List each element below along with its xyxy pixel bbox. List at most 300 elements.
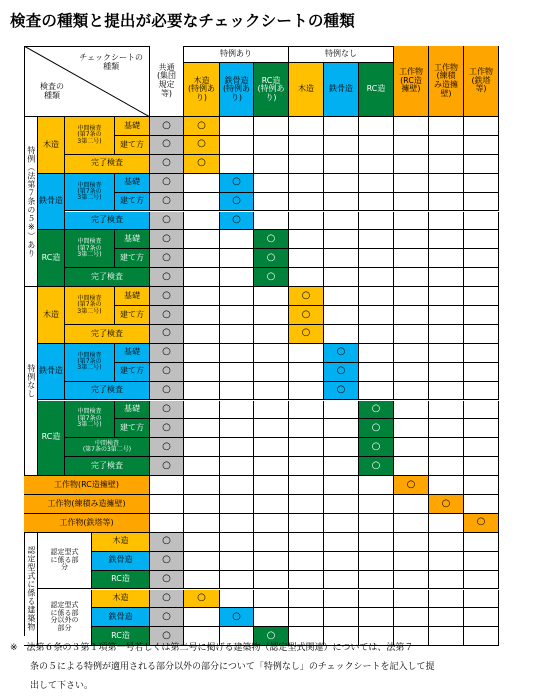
tokurei-nashi-steel-kanryo: 完了検査	[65, 382, 150, 401]
empty-cell	[184, 495, 220, 514]
empty-cell	[254, 344, 289, 363]
empty-cell	[254, 306, 289, 325]
empty-cell	[289, 212, 324, 231]
nintei-other-label: 認定型式 に係る部 分以外の 部分	[38, 590, 92, 647]
empty-cell	[184, 382, 220, 401]
common-mark: ○	[150, 401, 184, 420]
empty-cell	[429, 212, 464, 231]
common-mark: ○	[150, 212, 184, 231]
empty-cell	[324, 514, 359, 533]
corner-header-cell	[24, 46, 150, 117]
empty-cell	[429, 287, 464, 306]
empty-cell	[150, 514, 184, 533]
group-tokurei-ari: 特例（法第７条の５※）あり	[24, 117, 38, 287]
empty-cell	[464, 552, 499, 571]
empty-cell	[324, 495, 359, 514]
empty-cell	[254, 325, 289, 344]
tokurei-ari-steel-kanryo: 完了検査	[65, 212, 150, 231]
tokurei-ari-wood-tatekata: 建て方	[115, 136, 150, 155]
empty-cell	[394, 495, 429, 514]
empty-cell	[464, 533, 499, 552]
empty-cell	[394, 344, 429, 363]
tokurei-ari-wood-chukan: 中間検査 (第7条の 3第二号)	[65, 117, 115, 155]
empty-cell	[254, 155, 289, 174]
empty-cell	[184, 571, 220, 590]
empty-cell	[394, 306, 429, 325]
tokurei-ari-wood-kanryo: 完了検査	[65, 155, 150, 174]
empty-cell	[220, 476, 254, 495]
tokurei-ari-wood-label: 木造	[38, 117, 65, 174]
empty-cell	[429, 306, 464, 325]
empty-cell	[254, 608, 289, 627]
empty-cell	[184, 230, 220, 249]
empty-cell	[429, 401, 464, 420]
common-mark: ○	[150, 249, 184, 268]
tokurei-nashi-wood-tatekata: 建て方	[115, 306, 150, 325]
checksheet-mark: ○	[184, 590, 220, 609]
empty-cell	[220, 363, 254, 382]
empty-cell	[254, 117, 289, 136]
common-mark: ○	[150, 136, 184, 155]
nintei-wood-label: 木造	[92, 533, 150, 552]
empty-cell	[184, 249, 220, 268]
empty-cell	[324, 533, 359, 552]
empty-cell	[254, 571, 289, 590]
empty-cell	[324, 230, 359, 249]
tokurei-ari-steel-kiso: 基礎	[115, 174, 150, 193]
checksheet-mark: ○	[184, 136, 220, 155]
header-steel-tokurei: 鉄骨造 (特例あ り)	[220, 63, 254, 117]
empty-cell	[394, 533, 429, 552]
common-mark: ○	[150, 552, 184, 571]
empty-cell	[429, 155, 464, 174]
empty-cell	[394, 136, 429, 155]
empty-cell	[429, 325, 464, 344]
empty-cell	[359, 193, 394, 212]
common-mark: ○	[150, 608, 184, 627]
empty-cell	[254, 552, 289, 571]
tokurei-nashi-rc-label: RC造	[38, 401, 65, 477]
empty-cell	[359, 590, 394, 609]
header-tokurei-ari: 特例あり	[184, 46, 289, 63]
checksheet-mark: ○	[220, 212, 254, 231]
tokurei-nashi-wood-label: 木造	[38, 287, 65, 344]
tokurei-nashi-wood-kiso: 基礎	[115, 287, 150, 306]
empty-cell	[184, 363, 220, 382]
common-mark: ○	[150, 193, 184, 212]
common-mark: ○	[150, 155, 184, 174]
empty-cell	[464, 495, 499, 514]
empty-cell	[254, 476, 289, 495]
checksheet-mark: ○	[184, 117, 220, 136]
common-mark: ○	[150, 287, 184, 306]
common-mark: ○	[150, 627, 184, 646]
empty-cell	[324, 438, 359, 457]
empty-cell	[429, 514, 464, 533]
empty-cell	[359, 212, 394, 231]
empty-cell	[429, 590, 464, 609]
nintei-steel-label: 鉄骨造	[92, 608, 150, 627]
empty-cell	[429, 533, 464, 552]
empty-cell	[289, 344, 324, 363]
empty-cell	[324, 401, 359, 420]
empty-cell	[464, 457, 499, 476]
footnote-line-1: ※ 法第６条の３第１項第一号若しくは第二号に掲げる建築物（認定型式関連）については、法第７	[10, 643, 414, 653]
empty-cell	[429, 117, 464, 136]
tokurei-nashi-steel-chukan: 中間検査 (第7条の 3第二号)	[65, 344, 115, 382]
header-kousakubutsu-rc: 工作物 (RC造 擁壁)	[394, 46, 429, 117]
empty-cell	[464, 590, 499, 609]
empty-cell	[289, 155, 324, 174]
empty-cell	[394, 249, 429, 268]
tokurei-ari-wood-kiso: 基礎	[115, 117, 150, 136]
checksheet-mark: ○	[220, 193, 254, 212]
empty-cell	[464, 230, 499, 249]
empty-cell	[464, 136, 499, 155]
empty-cell	[184, 193, 220, 212]
empty-cell	[220, 230, 254, 249]
header-rc: RC造	[359, 63, 394, 117]
checksheet-mark: ○	[254, 230, 289, 249]
empty-cell	[220, 438, 254, 457]
empty-cell	[254, 533, 289, 552]
common-mark: ○	[150, 230, 184, 249]
empty-cell	[359, 230, 394, 249]
empty-cell	[289, 514, 324, 533]
header-rc-tokurei: RC造 (特例あ り)	[254, 63, 289, 117]
tokurei-nashi-rc-kiso: 基礎	[115, 401, 150, 420]
empty-cell	[429, 268, 464, 287]
nintei-wood-label: 木造	[92, 590, 150, 609]
empty-cell	[394, 552, 429, 571]
empty-cell	[359, 325, 394, 344]
empty-cell	[254, 401, 289, 420]
empty-cell	[184, 457, 220, 476]
empty-cell	[220, 514, 254, 533]
empty-cell	[394, 590, 429, 609]
empty-cell	[359, 476, 394, 495]
empty-cell	[394, 174, 429, 193]
common-mark: ○	[150, 117, 184, 136]
empty-cell	[394, 325, 429, 344]
header-common: 共通 (集団 規定 等)	[150, 46, 184, 117]
empty-cell	[394, 401, 429, 420]
tokurei-ari-rc-kanryo: 完了検査	[65, 268, 150, 287]
empty-cell	[359, 344, 394, 363]
empty-cell	[184, 552, 220, 571]
checksheet-mark: ○	[254, 268, 289, 287]
empty-cell	[254, 438, 289, 457]
empty-cell	[394, 608, 429, 627]
empty-cell	[464, 306, 499, 325]
empty-cell	[464, 438, 499, 457]
empty-cell	[429, 438, 464, 457]
empty-cell	[254, 287, 289, 306]
tokurei-nashi-steel-tatekata: 建て方	[115, 363, 150, 382]
kousakubutsu-tower-label: 工作物(鉄塔等)	[24, 514, 150, 533]
empty-cell	[394, 514, 429, 533]
empty-cell	[184, 438, 220, 457]
empty-cell	[289, 590, 324, 609]
empty-cell	[324, 590, 359, 609]
empty-cell	[220, 495, 254, 514]
footnote-line-2: 条の５による特例が適用される部分以外の部分について「特例なし」のチェックシートを記入して提	[30, 662, 435, 672]
common-mark: ○	[150, 325, 184, 344]
empty-cell	[429, 363, 464, 382]
checksheet-mark: ○	[184, 155, 220, 174]
empty-cell	[220, 344, 254, 363]
empty-cell	[359, 533, 394, 552]
common-mark: ○	[150, 268, 184, 287]
tokurei-nashi-wood-kanryo: 完了検査	[65, 325, 150, 344]
empty-cell	[220, 533, 254, 552]
empty-cell	[254, 136, 289, 155]
header-kousakubutsu-tower: 工作物 (鉄塔 等)	[464, 46, 499, 117]
empty-cell	[220, 306, 254, 325]
empty-cell	[220, 401, 254, 420]
empty-cell	[220, 268, 254, 287]
empty-cell	[429, 552, 464, 571]
empty-cell	[324, 117, 359, 136]
empty-cell	[464, 344, 499, 363]
checksheet-mark: ○	[359, 401, 394, 420]
tokurei-nashi-rc-chukan2: 中間検査 (第7条の3第二号)	[65, 438, 150, 457]
empty-cell	[184, 268, 220, 287]
empty-cell	[429, 419, 464, 438]
kousakubutsu-rc-label: 工作物(RC造擁壁)	[24, 476, 150, 495]
empty-cell	[289, 401, 324, 420]
empty-cell	[220, 325, 254, 344]
empty-cell	[184, 401, 220, 420]
empty-cell	[254, 363, 289, 382]
empty-cell	[359, 155, 394, 174]
empty-cell	[324, 419, 359, 438]
checksheet-mark: ○	[394, 476, 429, 495]
checksheet-mark: ○	[289, 287, 324, 306]
empty-cell	[220, 419, 254, 438]
empty-cell	[324, 571, 359, 590]
tokurei-nashi-steel-label: 鉄骨造	[38, 344, 65, 401]
empty-cell	[289, 174, 324, 193]
empty-cell	[220, 117, 254, 136]
empty-cell	[254, 193, 289, 212]
empty-cell	[464, 608, 499, 627]
empty-cell	[289, 363, 324, 382]
empty-cell	[394, 457, 429, 476]
empty-cell	[254, 212, 289, 231]
empty-cell	[359, 174, 394, 193]
empty-cell	[429, 382, 464, 401]
empty-cell	[184, 174, 220, 193]
empty-cell	[429, 249, 464, 268]
empty-cell	[324, 608, 359, 627]
empty-cell	[464, 249, 499, 268]
empty-cell	[150, 476, 184, 495]
empty-cell	[220, 590, 254, 609]
empty-cell	[359, 571, 394, 590]
checksheet-mark: ○	[254, 249, 289, 268]
empty-cell	[464, 363, 499, 382]
empty-cell	[359, 552, 394, 571]
group-tokurei-nashi: 特例なし	[24, 287, 38, 476]
tokurei-ari-rc-label: RC造	[38, 230, 65, 287]
empty-cell	[464, 401, 499, 420]
checksheet-mark: ○	[464, 514, 499, 533]
empty-cell	[289, 419, 324, 438]
empty-cell	[324, 325, 359, 344]
empty-cell	[324, 193, 359, 212]
empty-cell	[394, 287, 429, 306]
tokurei-nashi-rc-kanryo: 完了検査	[65, 457, 150, 476]
checksheet-mark: ○	[359, 419, 394, 438]
empty-cell	[184, 212, 220, 231]
empty-cell	[464, 382, 499, 401]
empty-cell	[359, 117, 394, 136]
tokurei-ari-rc-kiso: 基礎	[115, 230, 150, 249]
empty-cell	[324, 249, 359, 268]
empty-cell	[394, 419, 429, 438]
empty-cell	[464, 571, 499, 590]
empty-cell	[429, 608, 464, 627]
common-mark: ○	[150, 457, 184, 476]
empty-cell	[184, 325, 220, 344]
empty-cell	[289, 608, 324, 627]
tokurei-ari-steel-tatekata: 建て方	[115, 193, 150, 212]
checksheet-mark: ○	[289, 306, 324, 325]
tokurei-nashi-wood-chukan: 中間検査 (第7条の 3第二号)	[65, 287, 115, 325]
empty-cell	[254, 419, 289, 438]
empty-cell	[289, 495, 324, 514]
empty-cell	[220, 457, 254, 476]
empty-cell	[289, 193, 324, 212]
common-mark: ○	[150, 306, 184, 325]
empty-cell	[429, 344, 464, 363]
empty-cell	[184, 514, 220, 533]
empty-cell	[359, 268, 394, 287]
empty-cell	[394, 230, 429, 249]
empty-cell	[464, 174, 499, 193]
empty-cell	[429, 174, 464, 193]
nintei-rc-label: RC造	[92, 627, 150, 646]
empty-cell	[184, 419, 220, 438]
empty-cell	[324, 155, 359, 174]
common-mark: ○	[150, 533, 184, 552]
nintei-rc-label: RC造	[92, 571, 150, 590]
tokurei-ari-rc-chukan: 中間検査 (第7条の 3第二号)	[65, 230, 115, 268]
empty-cell	[289, 136, 324, 155]
header-steel: 鉄骨造	[324, 63, 359, 117]
empty-cell	[429, 571, 464, 590]
empty-cell	[464, 268, 499, 287]
empty-cell	[464, 155, 499, 174]
common-mark: ○	[150, 363, 184, 382]
common-mark: ○	[150, 438, 184, 457]
empty-cell	[324, 136, 359, 155]
empty-cell	[359, 514, 394, 533]
empty-cell	[184, 344, 220, 363]
tokurei-nashi-rc-chukan: 中間検査 (第7条の 3第二号)	[65, 401, 115, 439]
header-kousakubutsu-stone: 工作物 (練積 み造擁 壁)	[429, 46, 464, 117]
empty-cell	[359, 608, 394, 627]
empty-cell	[464, 476, 499, 495]
empty-cell	[429, 193, 464, 212]
empty-cell	[394, 193, 429, 212]
empty-cell	[184, 476, 220, 495]
common-mark: ○	[150, 590, 184, 609]
empty-cell	[220, 249, 254, 268]
empty-cell	[254, 382, 289, 401]
empty-cell	[289, 117, 324, 136]
empty-cell	[394, 363, 429, 382]
empty-cell	[394, 117, 429, 136]
empty-cell	[289, 552, 324, 571]
empty-cell	[289, 476, 324, 495]
empty-cell	[220, 382, 254, 401]
empty-cell	[150, 495, 184, 514]
tokurei-ari-rc-tatekata: 建て方	[115, 249, 150, 268]
empty-cell	[220, 287, 254, 306]
empty-cell	[359, 136, 394, 155]
empty-cell	[220, 552, 254, 571]
common-mark: ○	[150, 382, 184, 401]
nintei-steel-label: 鉄骨造	[92, 552, 150, 571]
empty-cell	[464, 212, 499, 231]
empty-cell	[359, 287, 394, 306]
common-mark: ○	[150, 571, 184, 590]
header-tokurei-nashi: 特例なし	[289, 46, 394, 63]
empty-cell	[289, 457, 324, 476]
empty-cell	[254, 495, 289, 514]
checksheet-type-label: チェックシートの 種類	[79, 53, 143, 72]
empty-cell	[464, 419, 499, 438]
common-mark: ○	[150, 344, 184, 363]
header-wood: 木造	[289, 63, 324, 117]
footnote	[10, 639, 526, 696]
empty-cell	[324, 476, 359, 495]
empty-cell	[220, 136, 254, 155]
empty-cell	[394, 438, 429, 457]
empty-cell	[359, 382, 394, 401]
checksheet-mark: ○	[254, 627, 289, 646]
empty-cell	[324, 306, 359, 325]
checksheet-mark: ○	[359, 438, 394, 457]
empty-cell	[394, 571, 429, 590]
empty-cell	[220, 155, 254, 174]
empty-cell	[324, 268, 359, 287]
empty-cell	[429, 476, 464, 495]
empty-cell	[464, 325, 499, 344]
empty-cell	[289, 533, 324, 552]
empty-cell	[184, 533, 220, 552]
empty-cell	[324, 174, 359, 193]
empty-cell	[184, 306, 220, 325]
checksheet-mark: ○	[324, 344, 359, 363]
kousakubutsu-stone-label: 工作物(練積み造擁壁)	[24, 495, 150, 514]
page-title: 検査の種類と提出が必要なチェックシートの種類	[10, 12, 355, 30]
checksheet-mark: ○	[324, 363, 359, 382]
tokurei-nashi-steel-kiso: 基礎	[115, 344, 150, 363]
empty-cell	[289, 571, 324, 590]
empty-cell	[324, 212, 359, 231]
empty-cell	[254, 514, 289, 533]
empty-cell	[394, 382, 429, 401]
empty-cell	[429, 136, 464, 155]
tokurei-ari-steel-label: 鉄骨造	[38, 174, 65, 231]
empty-cell	[324, 287, 359, 306]
common-mark: ○	[150, 174, 184, 193]
empty-cell	[184, 287, 220, 306]
empty-cell	[359, 495, 394, 514]
